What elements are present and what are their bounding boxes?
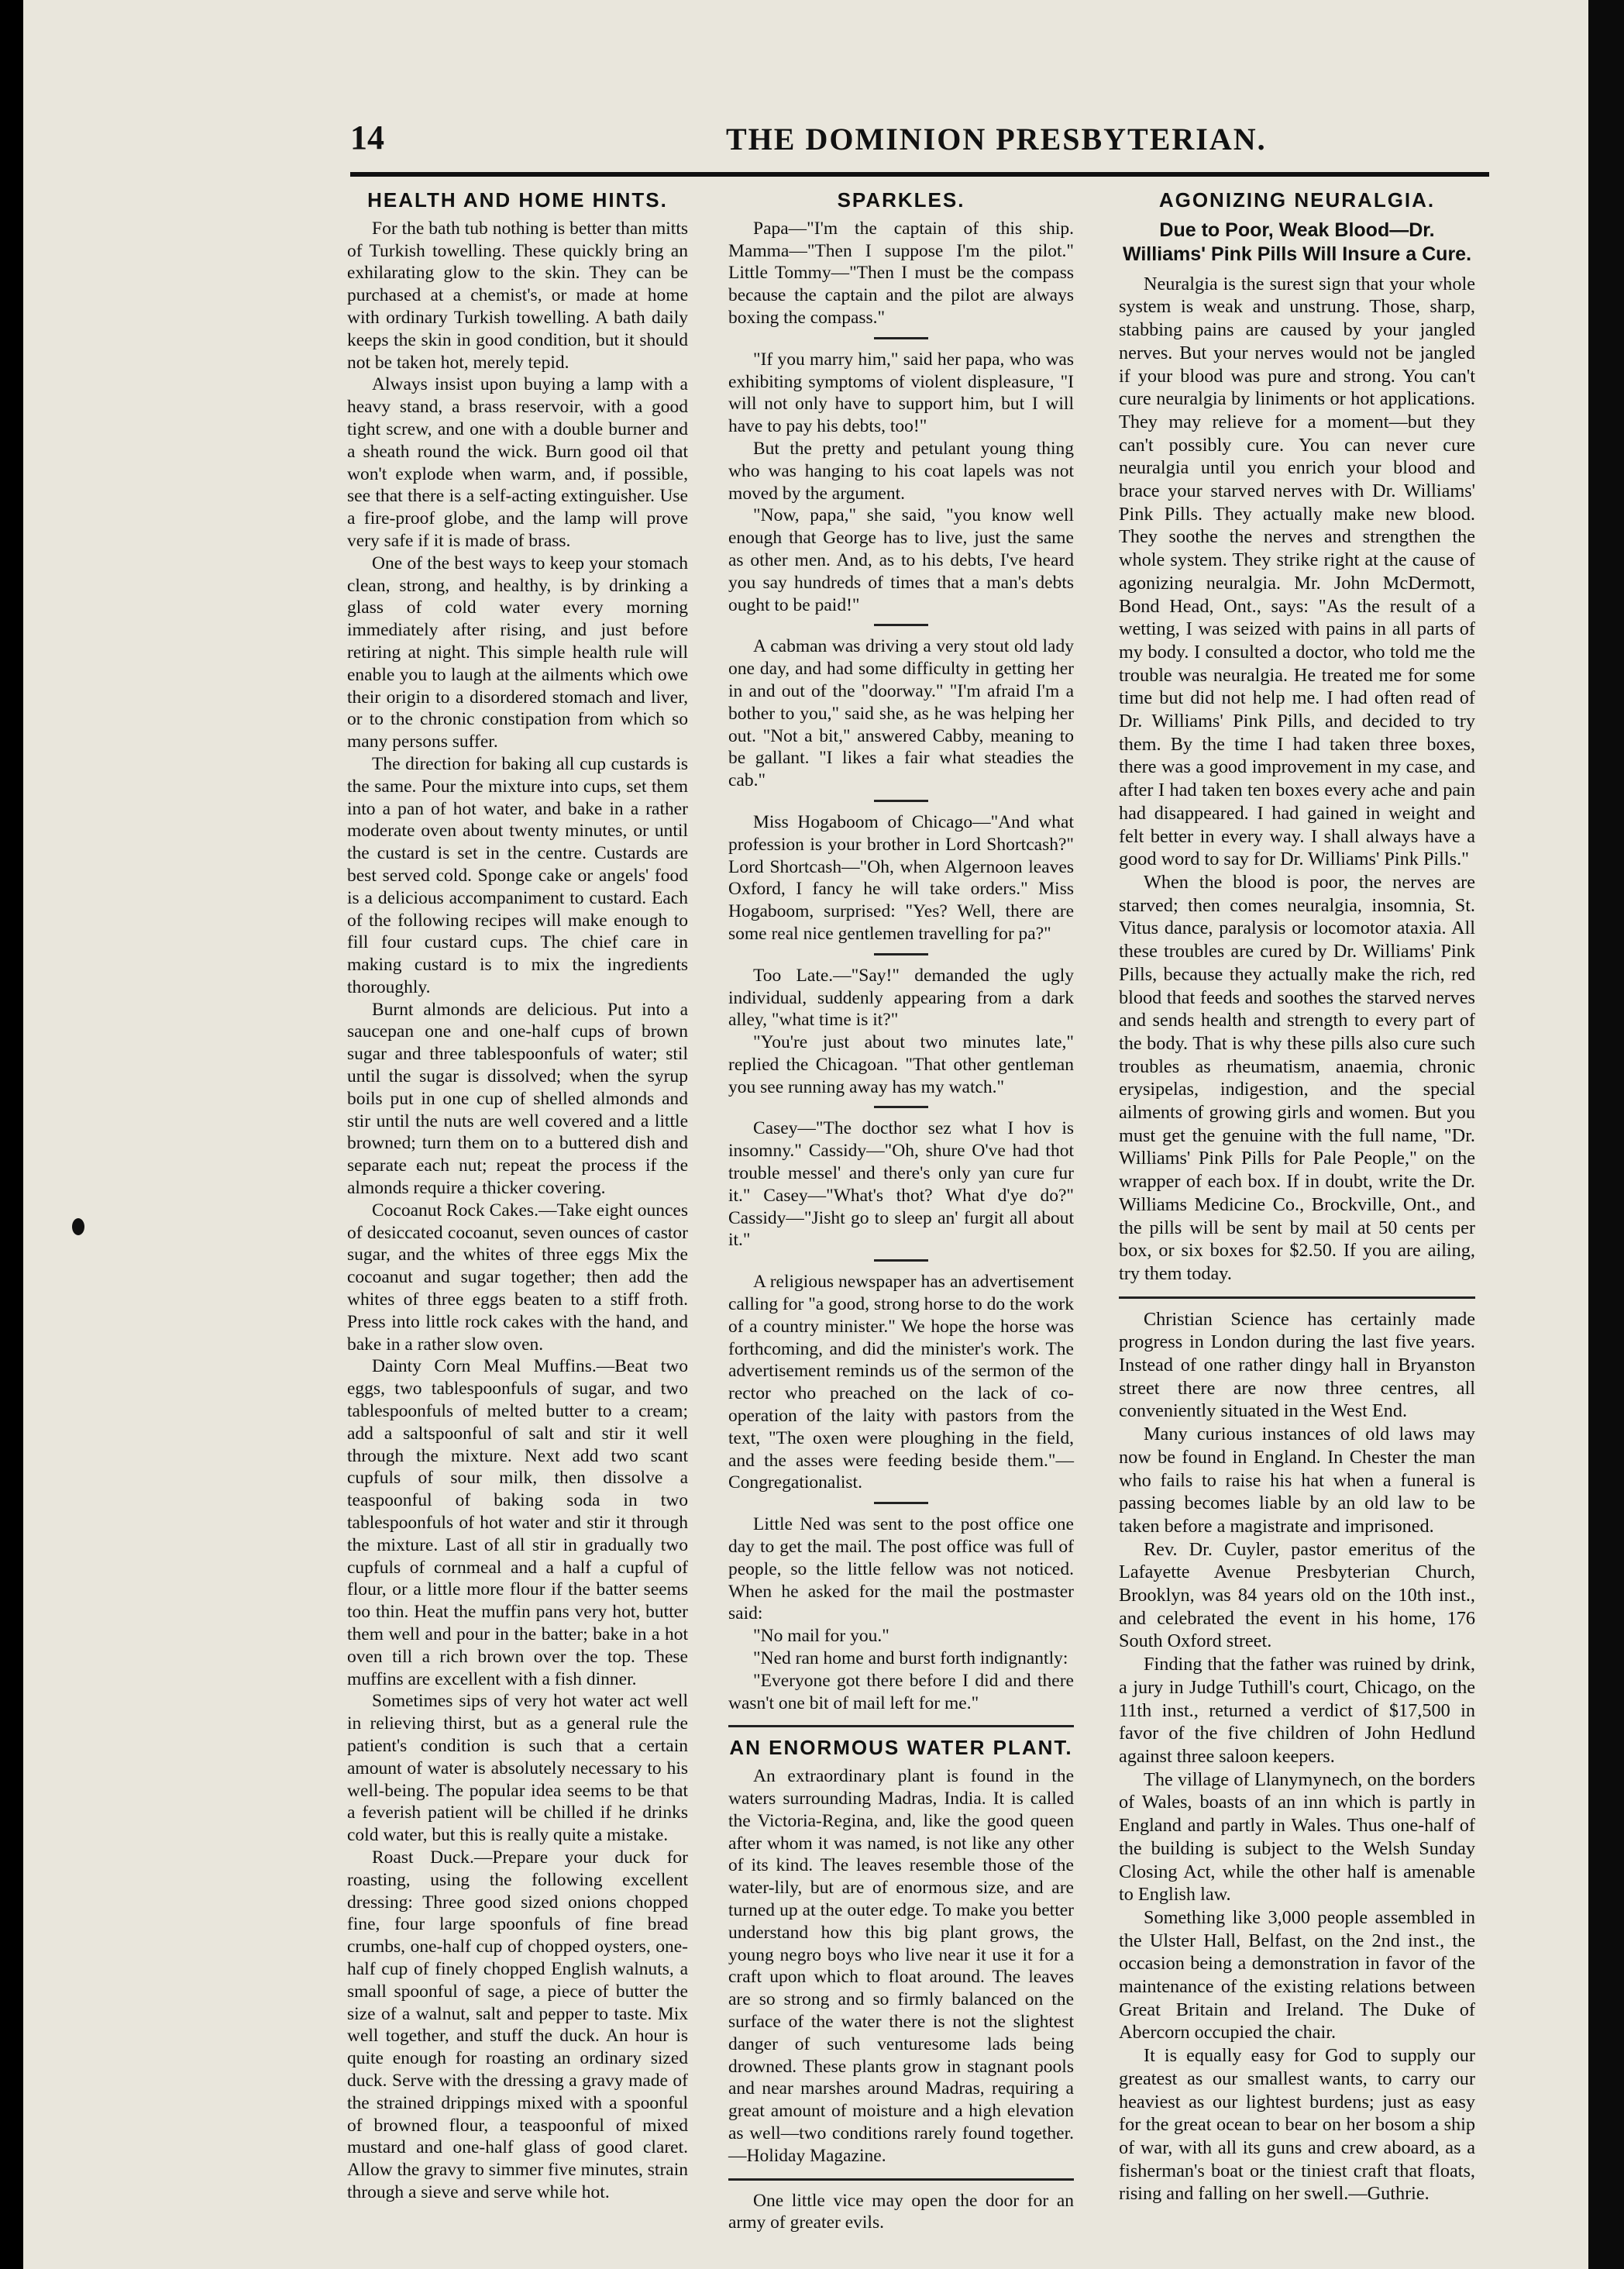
- joke-paragraph: "You're just about two minutes late," replied the Chicagoan. "That other gentleman you see running away has my watch.": [728, 1032, 1074, 1097]
- divider: [874, 1502, 928, 1504]
- joke-paragraph: A cabman was driving a very stout old lady one day, and had some difficulty in getting her in and out of the "doorway." "I'm afraid I'm a bother to you," said she, as he was helping her out. "Not a bit," answered Cabby, meaning to be gallant. "I likes a fair what steadies the cab.": [728, 636, 1074, 791]
- divider: [874, 624, 928, 626]
- section-heading: AN ENORMOUS WATER PLANT.: [729, 1736, 1073, 1760]
- newspaper-title: THE DOMINION PRESBYTERIAN.: [726, 122, 1267, 157]
- joke-paragraph: A religious newspaper has an advertisement calling for "a good, strong horse to do the work of a country minister." We hope the horse was forthcoming, and did the minister's work. The advertisement reminds us of the sermon of the rector who preached on the lack of co-operation of the laity with pastors from the text, "The oxen were ploughing in the field, and the asses were feeding beside them."—Congregationalist.: [728, 1272, 1074, 1493]
- joke-paragraph: Miss Hogaboom of Chicago—"And what profession is your brother in Lord Shortcash?" Lord Shortcash—"Oh, when Algernoon leaves Oxford, I fancy he will take orders." Miss Hogaboom, surprised: "Yes? Well, there are some real nice gentlemen travelling for pa?": [728, 811, 1074, 944]
- news-note: Finding that the father was ruined by drink, a jury in Judge Tuthill's court, Chicago, on the 11th inst., returned a verdict of $17,500 in favor of the five children of John Hedlund against three saloon keepers.: [1119, 1654, 1475, 1767]
- header-rule: [350, 172, 1489, 177]
- paragraph: Sometimes sips of very hot water act well in relieving thirst, but as a general rule the patient's condition is such that a certain amount of water is absolutely necessary to his well-being. The popular idea seems to be that a feverish patient will be chilled if he drinks cold water, but this is really quite a mistake.: [347, 1691, 688, 1846]
- paragraph: Dainty Corn Meal Muffins.—Beat two eggs, two tablespoonfuls of sugar, and two tablespoonfuls of melted butter to a cream; add a saltspoonful of salt and stir it well through the mixture. Next add two scant cupfuls of sour milk, then dissolve a teaspoonful of baking soda in two tablespoonfuls of hot water and stir it through the mixture. Last of all stir in gradually two cupfuls of cornmeal and a half a cupful of flour, or a little more flour if the batter seems too thin. Heat the muffin pans very hot, butter them well and pour in the batter; bake in a hot oven till a rich brown over the top. These muffins are excellent with a fish dinner.: [347, 1356, 688, 1689]
- joke-paragraph: "Now, papa," she said, "you know well enough that George has to live, just the same as other men. And, as to his debts, I've heard you say hundreds of times that a man's debts ought to be paid!": [728, 505, 1074, 615]
- closing-quote: One little vice may open the door for an army of greater evils.: [728, 2190, 1074, 2233]
- divider: [874, 953, 928, 955]
- joke-paragraph: "Everyone got there before I did and there wasn't one bit of mail left for me.": [728, 1670, 1074, 1713]
- section-heading: SPARKLES.: [837, 188, 965, 212]
- paragraph: Always insist upon buying a lamp with a heavy stand, a brass reservoir, with a good tight screw, and one with a double burner and a sheath round the wick. Burn good oil that won't explode when warm, and, if possible, see that there is a self-acting extinguisher. Use a fire-proof globe, and the lamp will prove very safe if it is made of brass.: [347, 374, 688, 551]
- joke-paragraph: Little Ned was sent to the post office one day to get the mail. The post office was full of people, so the little fellow was not noticed. When he asked for the mail the postmaster said:: [728, 1514, 1074, 1624]
- advert-paragraph: Neuralgia is the surest sign that your whole system is weak and unstrung. Those, sharp, stabbing pains are caused by your jangled nerves. But your nerves would not be jangled if your blood was pure and strong. You can't cure neuralgia by liniments or hot applications. They may relieve for a moment—but they can't possibly cure. You can never cure neuralgia until you enrich your blood and brace your starved nerves with Dr. Williams' Pink Pills. They actually make new blood. They soothe the nerves and strengthen the whole system. They strike right at the cause of agonizing neuralgia. Mr. John McDermott, Bond Head, Ont., says: "As the result of a wetting, I was seized with pains in all parts of my body. I consulted a doctor, who told me the trouble was neuralgia. He treated me for some time but did not help me. I had often read of Dr. Williams' Pink Pills, and decided to try them. By the time I had taken three boxes, there was a good improvement in my case, and after I had taken ten boxes every ache and pain had disappeared. I had gained in weight and felt better in every way. I shall always have a good word to say for Dr. Williams' Pink Pills.": [1119, 273, 1475, 870]
- divider: [874, 337, 928, 339]
- news-note: It is equally easy for God to supply our greatest as our smallest wants, to carry our heaviest as our lightest burdens; just as easy for the great ocean to bear on her bosom a ship of war, with all its guns and crew aboard, as a fisherman's boat or the tiniest craft that floats, rising and falling on her swell.—Guthrie.: [1119, 2045, 1475, 2205]
- advert-paragraph: When the blood is poor, the nerves are starved; then comes neuralgia, insomnia, St. Vitus dance, paralysis or locomotor ataxia. All these troubles are cured by Dr. Williams' Pink Pills, because they actually make the rich, red blood that feeds and soothes the starved nerves and sends health and strength to every part of the body. That is why these pills also cure such troubles as rheumatism, anaemia, chronic erysipelas, indigestion, and the special ailments of growing girls and women. But you must get the genuine with the full name, "Dr. Williams' Pink Pills for Pale People," on the wrapper of each box. If in doubt, write the Dr. Williams Medicine Co., Brockville, Ont., and the pills will be sent by mail at 50 cents per box, or six boxes for $2.50. If you are ailing, try them today.: [1119, 871, 1475, 1284]
- section-separator: [728, 1725, 1074, 1727]
- scan-edge: [1588, 0, 1624, 2269]
- news-note: Rev. Dr. Cuyler, pastor emeritus of the Lafayette Avenue Presbyterian Church, Brooklyn, was 84 years old on the 10th inst., and celebrated the event in his home, 176 South Oxford street.: [1119, 1538, 1475, 1652]
- article-paragraph: An extraordinary plant is found in the waters surrounding Madras, India. It is called the Victoria-Regina, and, like the good queen after whom it was named, is not like any other of its kind. The leaves resemble those of the water-lily, but are of enormous size, and are turned up at the outer edge. To make you better understand how this big plant grows, the young negro boys who live near it use it for a craft upon which to float around. The leaves are so strong and so firmly balanced on the surface of the water there is not the slightest danger of such venturesome lads being drowned. These plants grow in stagnant pools and near marshes around Madras, requiring a great amount of moisture and a high elevation as well—two conditions rarely found together.—Holiday Magazine.: [728, 1766, 1074, 2166]
- divider: [874, 1106, 928, 1108]
- news-note: Many curious instances of old laws may now be found in England. In Chester the man who fails to raise his hat when a funeral is passing becomes liable by an old law to be taken before a magistrate and imprisoned.: [1119, 1424, 1475, 1537]
- paragraph: Cocoanut Rock Cakes.—Take eight ounces of desiccated cocoanut, seven ounces of castor sugar, and the whites of three eggs Mix the cocoanut and sugar together; then add the whites of three eggs beaten to a stiff froth. Press into little rock cakes with the hand, and bake in a rather slow oven.: [347, 1200, 688, 1355]
- page-number: 14: [350, 119, 384, 157]
- paragraph: Burnt almonds are delicious. Put into a saucepan one and one-half cups of brown sugar and three tablespoonfuls of water; stil until the sugar is dissolved; when the syrup boils put in one cup of shelled almonds and stir until the nuts are well covered and a little browned; turn them on to a buttered dish and separate each nut; repeat the process if the almonds require a thicker covering.: [347, 999, 688, 1199]
- section-separator: [1119, 1296, 1475, 1299]
- paragraph: For the bath tub nothing is better than mitts of Turkish towelling. These quickly bring an exhilarating glow to the skin. They can be purchased at a chemist's, or made at home with ordinary Turkish towelling. A bath daily keeps the skin in good condition, but it should not be taken hot, merely tepid.: [347, 218, 688, 373]
- section-heading: AGONIZING NEURALGIA.: [1158, 188, 1436, 212]
- section-subheading: Due to Poor, Weak Blood—Dr. Williams' Pink Pills Will Insure a Cure.: [1122, 219, 1472, 265]
- paragraph: Roast Duck.—Prepare your duck for roasting, using the following excellent dressing: Three good sized onions chopped fine, four large spoonfuls of fine bread crumbs, one-half cup of chopped oysters, one-half cup of finely chopped English walnuts, a small spoonful of sage, a piece of butter the size of a walnut, salt and pepper to taste. Mix well together, and stuff the duck. An hour is quite enough for roasting an ordinary sized duck. Serve with the dressing a gravy made of the strained drippings mixed with a spoonful of browned flour, a teaspoonful of mixed mustard and one-half glass of good claret. Allow the gravy to simmer five minutes, strain through a sieve and serve while hot.: [347, 1847, 688, 2202]
- section-separator: [728, 2178, 1074, 2181]
- paragraph: One of the best ways to keep your stomach clean, strong, and healthy, is by drinking a glass of cold water every morning immediately after rising, and just before retiring at night. This simple health rule will enable you to laugh at the ailments which owe their origin to a disordered stomach and liver, or to the chronic constipation from which so many persons suffer.: [347, 553, 688, 752]
- divider: [874, 1259, 928, 1262]
- news-note: Christian Science has certainly made progress in London during the last five years. Instead of one rather dingy hall in Bryanston street there are now three centres, all conveniently situated in the West End.: [1119, 1308, 1475, 1422]
- joke-paragraph: "No mail for you.": [753, 1626, 889, 1647]
- joke-paragraph: "Ned ran home and burst forth indignantly:: [753, 1648, 1068, 1669]
- news-note: The village of Llanymynech, on the borders of Wales, boasts of an inn which is partly in England and partly in Wales. Thus one-half of the building is subject to the Welsh Sunday Closing Act, while the other half is amenable to English law.: [1119, 1768, 1475, 1906]
- joke-paragraph: Papa—"I'm the captain of this ship. Mamma—"Then I suppose I'm the pilot." Little Tommy—"Then I must be the compass because the captain and the pilot are always boxing the compass.": [728, 218, 1074, 328]
- column-sparkles: [728, 186, 1074, 2234]
- column-neuralgia: [1119, 186, 1475, 2205]
- divider: [874, 800, 928, 802]
- joke-paragraph: Casey—"The docthor sez what I hov is insomny." Cassidy—"Oh, shure O've had thot trouble messel' and there's only yan cure fur it." Casey—"What's thot? What d'ye do?" Cassidy—"Jisht go to sleep an' furgit all about it.": [728, 1118, 1074, 1251]
- news-note: Something like 3,000 people assembled in the Ulster Hall, Belfast, on the 2nd inst., the occasion being a demonstration in favor of the maintenance of the existing relations between Great Britain and Ireland. The Duke of Abercorn occupied the chair.: [1119, 1906, 1475, 2043]
- joke-paragraph: But the pretty and petulant young thing who was hanging to his coat lapels was not moved by the argument.: [728, 438, 1074, 504]
- joke-paragraph: Too Late.—"Say!" demanded the ugly individual, suddenly appearing from a dark alley, "what time is it?": [728, 965, 1074, 1031]
- section-heading: HEALTH AND HOME HINTS.: [367, 188, 668, 212]
- ink-blot: [72, 1218, 84, 1235]
- paragraph: The direction for baking all cup custards is the same. Pour the mixture into cups, set them into a pan of hot water, and bake in a rather moderate oven about twenty minutes, or until the custard is set in the centre. Custards are best served cold. Sponge cake or angels' food is a delicious accompaniment to custard. Each of the following recipes will make enough to fill four custard cups. The chief care in making custard is to mix the ingredients thoroughly.: [347, 753, 688, 997]
- joke-paragraph: "If you marry him," said her papa, who was exhibiting symptoms of violent displeasure, "I will not only have to support him, but I will have to pay his debts, too!": [728, 349, 1074, 437]
- page-header: [350, 118, 1489, 158]
- column-health-hints: [347, 186, 688, 2204]
